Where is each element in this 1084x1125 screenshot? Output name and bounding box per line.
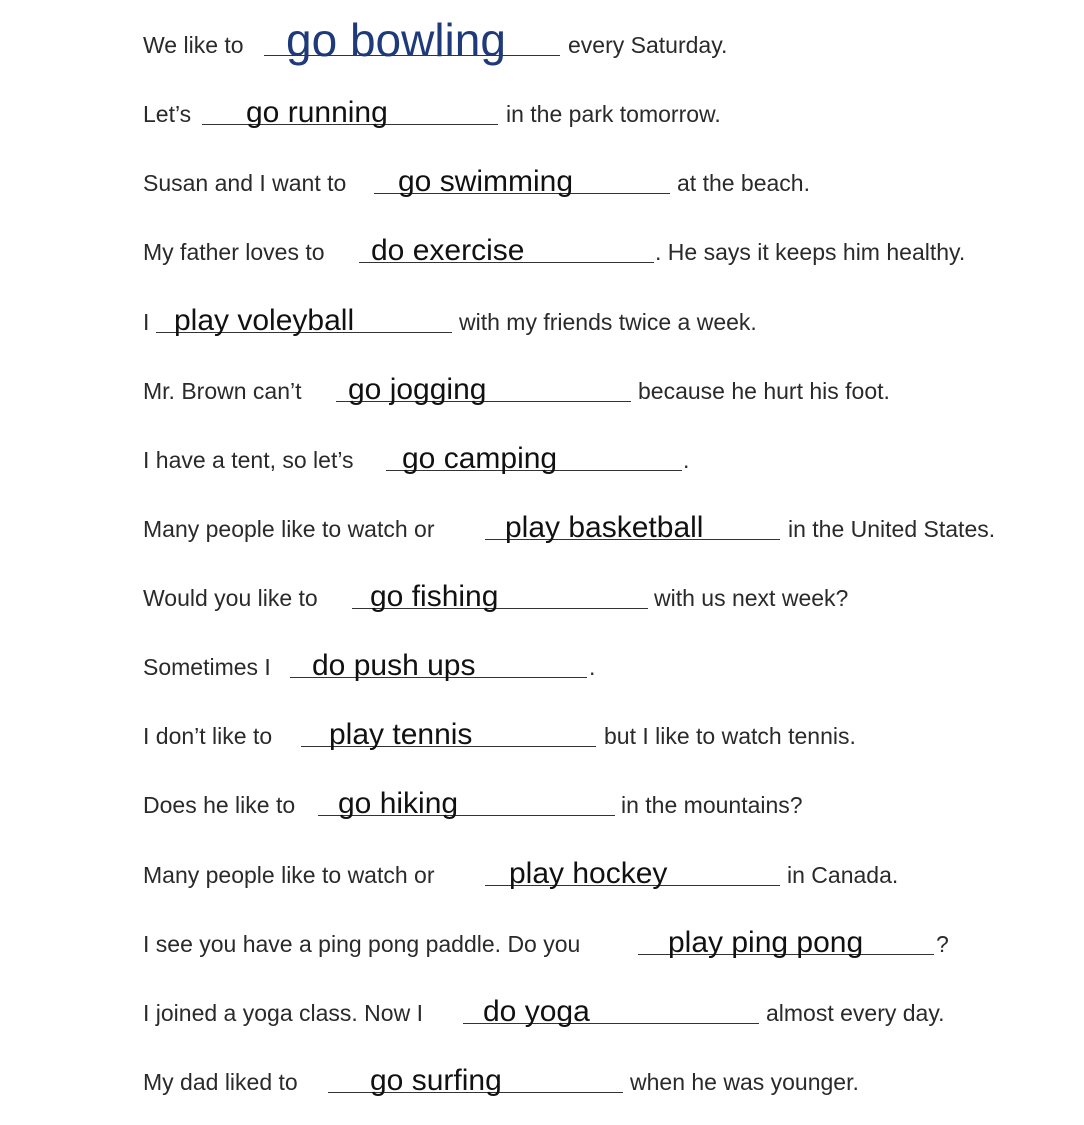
sentence-before: My father loves to: [143, 239, 325, 265]
handwritten-answer: go running: [246, 96, 388, 129]
answer-blank[interactable]: [359, 232, 654, 267]
answer-blank[interactable]: [301, 716, 596, 751]
answer-blank[interactable]: [264, 14, 560, 66]
sentence-before: We like to: [143, 32, 244, 58]
sentence-after: every Saturday.: [568, 32, 728, 58]
handwritten-answer: go swimming: [398, 165, 574, 198]
sentence-before: Many people like to watch or: [143, 516, 435, 542]
answer-blank[interactable]: [374, 163, 670, 198]
sentence-after: in the United States.: [788, 516, 996, 542]
sentence-after: with my friends twice a week.: [459, 309, 757, 335]
handwritten-answer: go hiking: [338, 787, 459, 820]
handwritten-answer: go fishing: [370, 580, 499, 613]
sentence-before: My dad liked to: [143, 1069, 298, 1095]
sentence-after: . He says it keeps him healthy.: [655, 239, 966, 265]
answer-blank[interactable]: [318, 785, 615, 820]
sentence-after: almost every day.: [766, 1000, 945, 1026]
sentence-after: but I like to watch tennis.: [604, 723, 856, 749]
answer-blank[interactable]: [485, 855, 780, 890]
sentence-before: I see you have a ping pong paddle. Do you: [143, 931, 581, 957]
sentence-after: ?: [936, 931, 949, 957]
sentence-before: Would you like to: [143, 585, 318, 611]
sentence-before: I don’t like to: [143, 723, 273, 749]
answer-blank[interactable]: [463, 993, 759, 1028]
handwritten-answer: play basketball: [505, 511, 704, 544]
handwritten-answer: go bowling: [286, 14, 506, 66]
handwritten-answer: play hockey: [509, 857, 668, 890]
answer-blank[interactable]: [485, 509, 780, 544]
sentence-after: .: [683, 447, 690, 473]
sentence-before: Susan and I want to: [143, 170, 347, 196]
answer-blank[interactable]: [202, 94, 498, 129]
sentence-before: Mr. Brown can’t: [143, 378, 302, 404]
handwritten-answer: do exercise: [371, 234, 525, 267]
handwritten-answer: go surfing: [370, 1064, 502, 1097]
sentence-before: Let’s: [143, 101, 192, 127]
handwritten-answer: go jogging: [348, 373, 487, 406]
sentence-before: Does he like to: [143, 792, 296, 818]
sentence-after: with us next week?: [654, 585, 849, 611]
sentence-after: in the mountains?: [621, 792, 803, 818]
sentence-after: .: [589, 654, 596, 680]
sentence-after: in Canada.: [787, 862, 899, 888]
handwritten-answer: play voleyball: [174, 304, 355, 337]
handwritten-answer: do push ups: [312, 649, 476, 682]
answer-blank[interactable]: [328, 1062, 623, 1097]
sentence-before: I joined a yoga class. Now I: [143, 1000, 423, 1026]
sentence-before: I have a tent, so let’s: [143, 447, 354, 473]
answer-blank[interactable]: [290, 647, 587, 682]
sentence-after: because he hurt his foot.: [638, 378, 890, 404]
answer-blank[interactable]: [638, 924, 934, 959]
handwritten-answer: play tennis: [329, 718, 473, 751]
answer-blank[interactable]: [156, 302, 452, 337]
sentence-before: Sometimes I: [143, 654, 271, 680]
sentence-after: when he was younger.: [630, 1069, 859, 1095]
sentence-after: in the park tomorrow.: [506, 101, 721, 127]
sentence-before: Many people like to watch or: [143, 862, 435, 888]
handwritten-answer: do yoga: [483, 995, 590, 1028]
sentence-before: I: [143, 309, 150, 335]
answer-blank[interactable]: [386, 440, 682, 475]
answer-blank[interactable]: [336, 371, 631, 406]
handwritten-answer: play ping pong: [668, 926, 864, 959]
sentence-after: at the beach.: [677, 170, 810, 196]
handwritten-answer: go camping: [402, 442, 558, 475]
answer-blank[interactable]: [352, 578, 648, 613]
